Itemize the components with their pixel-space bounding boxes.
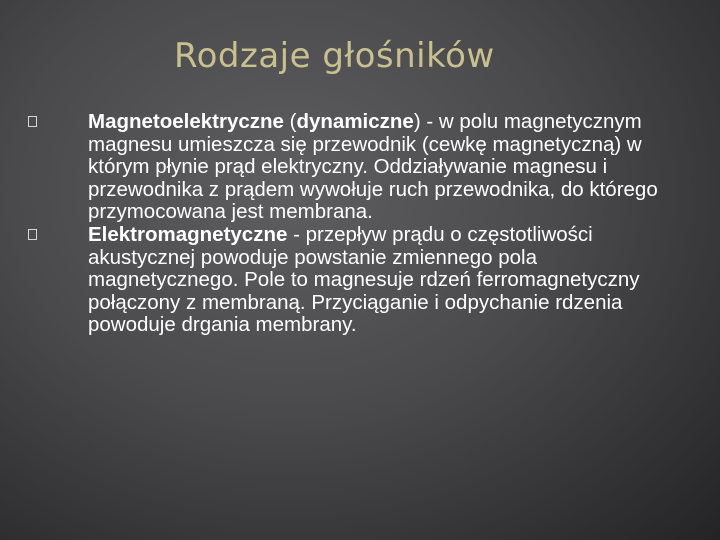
bullet-list: [88, 111, 668, 337]
term-dynamic: dynamiczne: [296, 110, 414, 133]
term-electromagnetic: Elektromagnetyczne: [88, 222, 288, 246]
bullet-text-segment: (: [283, 110, 297, 133]
slide-title: Rodzaje głośników: [174, 36, 495, 76]
square-outline-icon: [28, 116, 37, 127]
square-outline-icon: [28, 229, 37, 240]
bullet-text-description: - przepływ prądu o częstotliwości akustycznej powoduje powstanie zmiennego pola magnetycznego. Pole to magnesuje rdzeń ferromagnetyczny połączony z membraną. Przyciąganie i odpychanie rdzenia powoduje drgania membrany.: [88, 222, 640, 337]
term-magnetoelectric: Magnetoelektryczne: [88, 110, 284, 133]
bullet-text-description: ) - w polu magnetycznym magnesu umieszcza się przewodnik (cewkę magnetyczną) w którym płynie prąd elektryczny. Oddziaływanie magnesu i przewodnika z prądem wywołuje ruch przewodnika, do którego przymocowana jest membrana.: [88, 110, 658, 224]
bullet-item-magnetoelectric: [88, 111, 668, 224]
bullet-item-electromagnetic: [88, 224, 668, 337]
